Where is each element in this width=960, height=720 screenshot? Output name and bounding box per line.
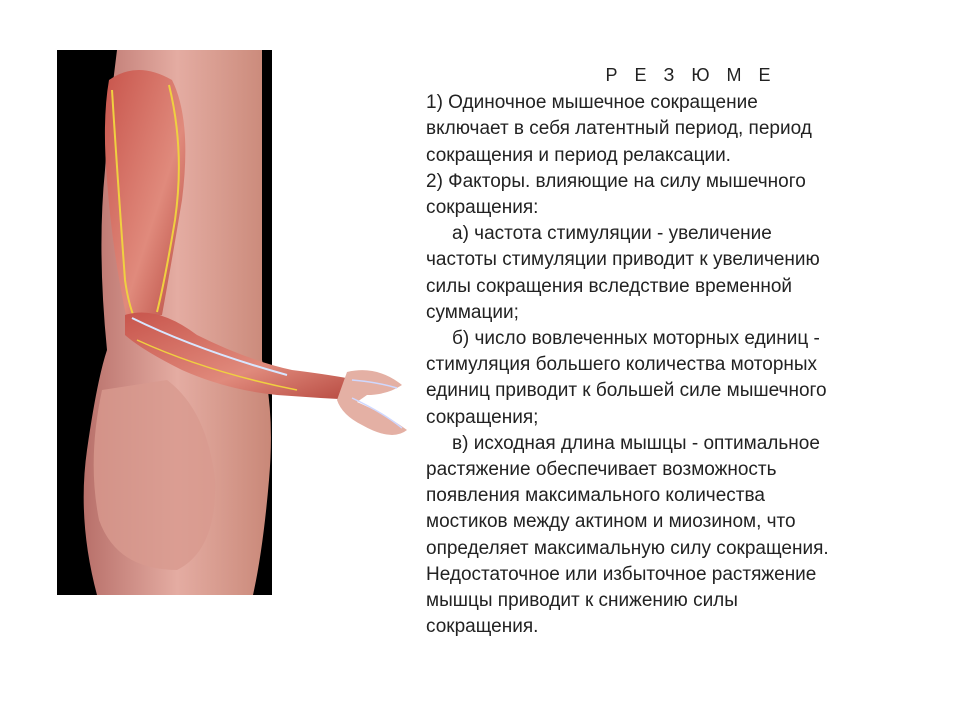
arm-muscle-illustration [57,50,407,595]
text-line: частоты стимуляции приводит к увеличению [426,249,820,271]
text-line: мышцы приводит к снижению силы [426,590,738,612]
text-line: б) число вовлеченных моторных единиц - [452,328,820,350]
text-line: стимуляция большего количества моторных [426,354,818,376]
paragraph-factor-b [426,326,916,431]
text-line: растяжение обеспечивает возможность [426,459,777,481]
summary-title: Р Е З Ю М Е [605,65,777,85]
paragraph-factor-c [426,431,916,641]
text-line: а) частота стимуляции - увеличение [452,223,772,245]
text-line: сокращения: [426,197,539,219]
text-line: сокращения; [426,406,539,428]
summary-text [426,62,916,640]
paragraph-1 [426,90,916,169]
text-line: суммации; [426,301,519,323]
text-line: сокращения и период релаксации. [426,144,731,166]
text-line: единиц приводит к большей силе мышечного [426,380,827,402]
text-line: сокращения. [426,616,539,638]
text-line: включает в себя латентный период, период [426,118,812,140]
text-line: 1) Одиночное мышечное сокращение [426,92,758,114]
text-line: мостиков между актином и миозином, что [426,511,796,533]
text-line: в) исходная длина мышцы - оптимальное [452,432,820,454]
text-line: появления максимального количества [426,485,765,507]
paragraph-factor-a [426,221,916,326]
text-line: 2) Факторы. влияющие на силу мышечного [426,170,806,192]
paragraph-2 [426,169,916,221]
text-line: определяет максимальную силу сокращения. [426,537,829,559]
text-line: Недостаточное или избыточное растяжение [426,563,817,585]
text-line: силы сокращения вследствие временной [426,275,793,297]
